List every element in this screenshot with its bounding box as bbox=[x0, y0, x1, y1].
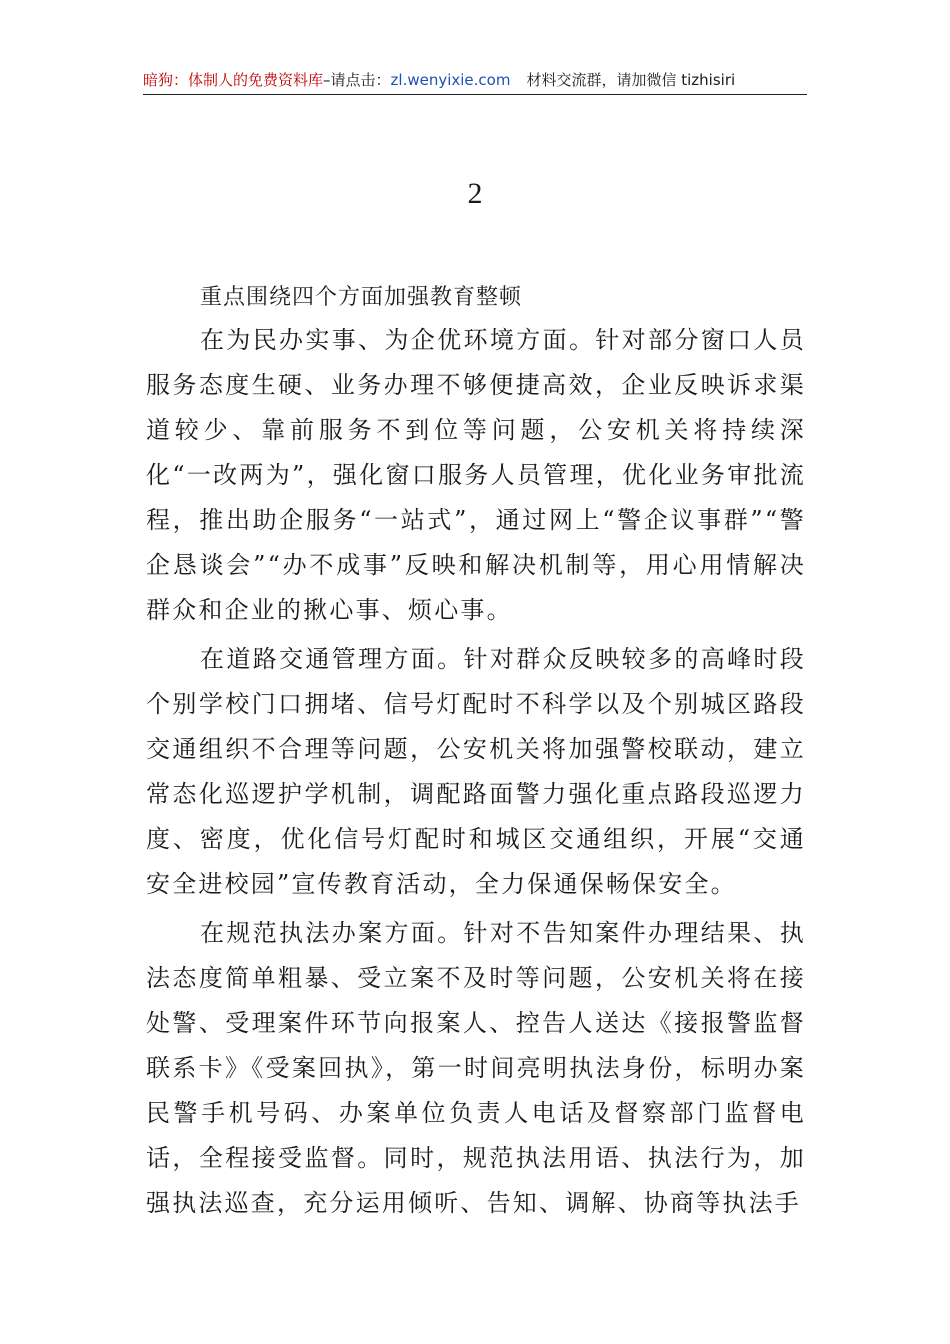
header-link[interactable]: zl.wenyixie.com bbox=[390, 71, 511, 89]
document-body bbox=[146, 278, 806, 1226]
header-brand: 暗狗：体制人的免费资料库 bbox=[143, 71, 324, 89]
header-prompt: –请点击： bbox=[323, 71, 391, 89]
header-contact: 材料交流群，请加微信 tizhisiri bbox=[526, 71, 736, 89]
paragraph-law-enforcement: 在规范执法办案方面。针对不告知案件办理结果、执法态度简单粗暴、受立案不及时等问题，公安机关将在接处警、受理案件环节向报案人、控告人送达《接报警监督联系卡》《受案回执》，第一时间亮明执法身份，标明办案民警手机号码、办案单位负责人电话及督察部门监督电话，全程接受监督。同时，规范执法用语、执法行为，加强执法巡查，充分运用倾听、告知、调解、协商等执法手 bbox=[146, 919, 806, 1217]
paragraph-traffic: 在道路交通管理方面。针对群众反映较多的高峰时段个别学校门口拥堵、信号灯配时不科学以及个别城区路段交通组织不合理等问题，公安机关将加强警校联动，建立常态化巡逻护学机制，调配路面警力强化重点路段巡逻力度、密度，优化信号灯配时和城区交通组织，开展“交通安全进校园”宣传教育活动，全力保通保畅保安全。 bbox=[146, 645, 806, 898]
paragraph-service: 在为民办实事、为企优环境方面。针对部分窗口人员服务态度生硬、业务办理不够便捷高效，企业反映诉求渠道较少、靠前服务不到位等问题，公安机关将持续深化“一改两为”，强化窗口服务人员管理，优化业务审批流程，推出助企服务“一站式”，通过网上“警企议事群”“警企恳谈会”“办不成事”反映和解决机制等，用心用情解决群众和企业的揪心事、烦心事。 bbox=[146, 326, 806, 624]
page-number: 2 bbox=[467, 177, 483, 210]
page-header bbox=[143, 68, 807, 95]
section-title: 重点围绕四个方面加强教育整顿 bbox=[200, 285, 523, 310]
